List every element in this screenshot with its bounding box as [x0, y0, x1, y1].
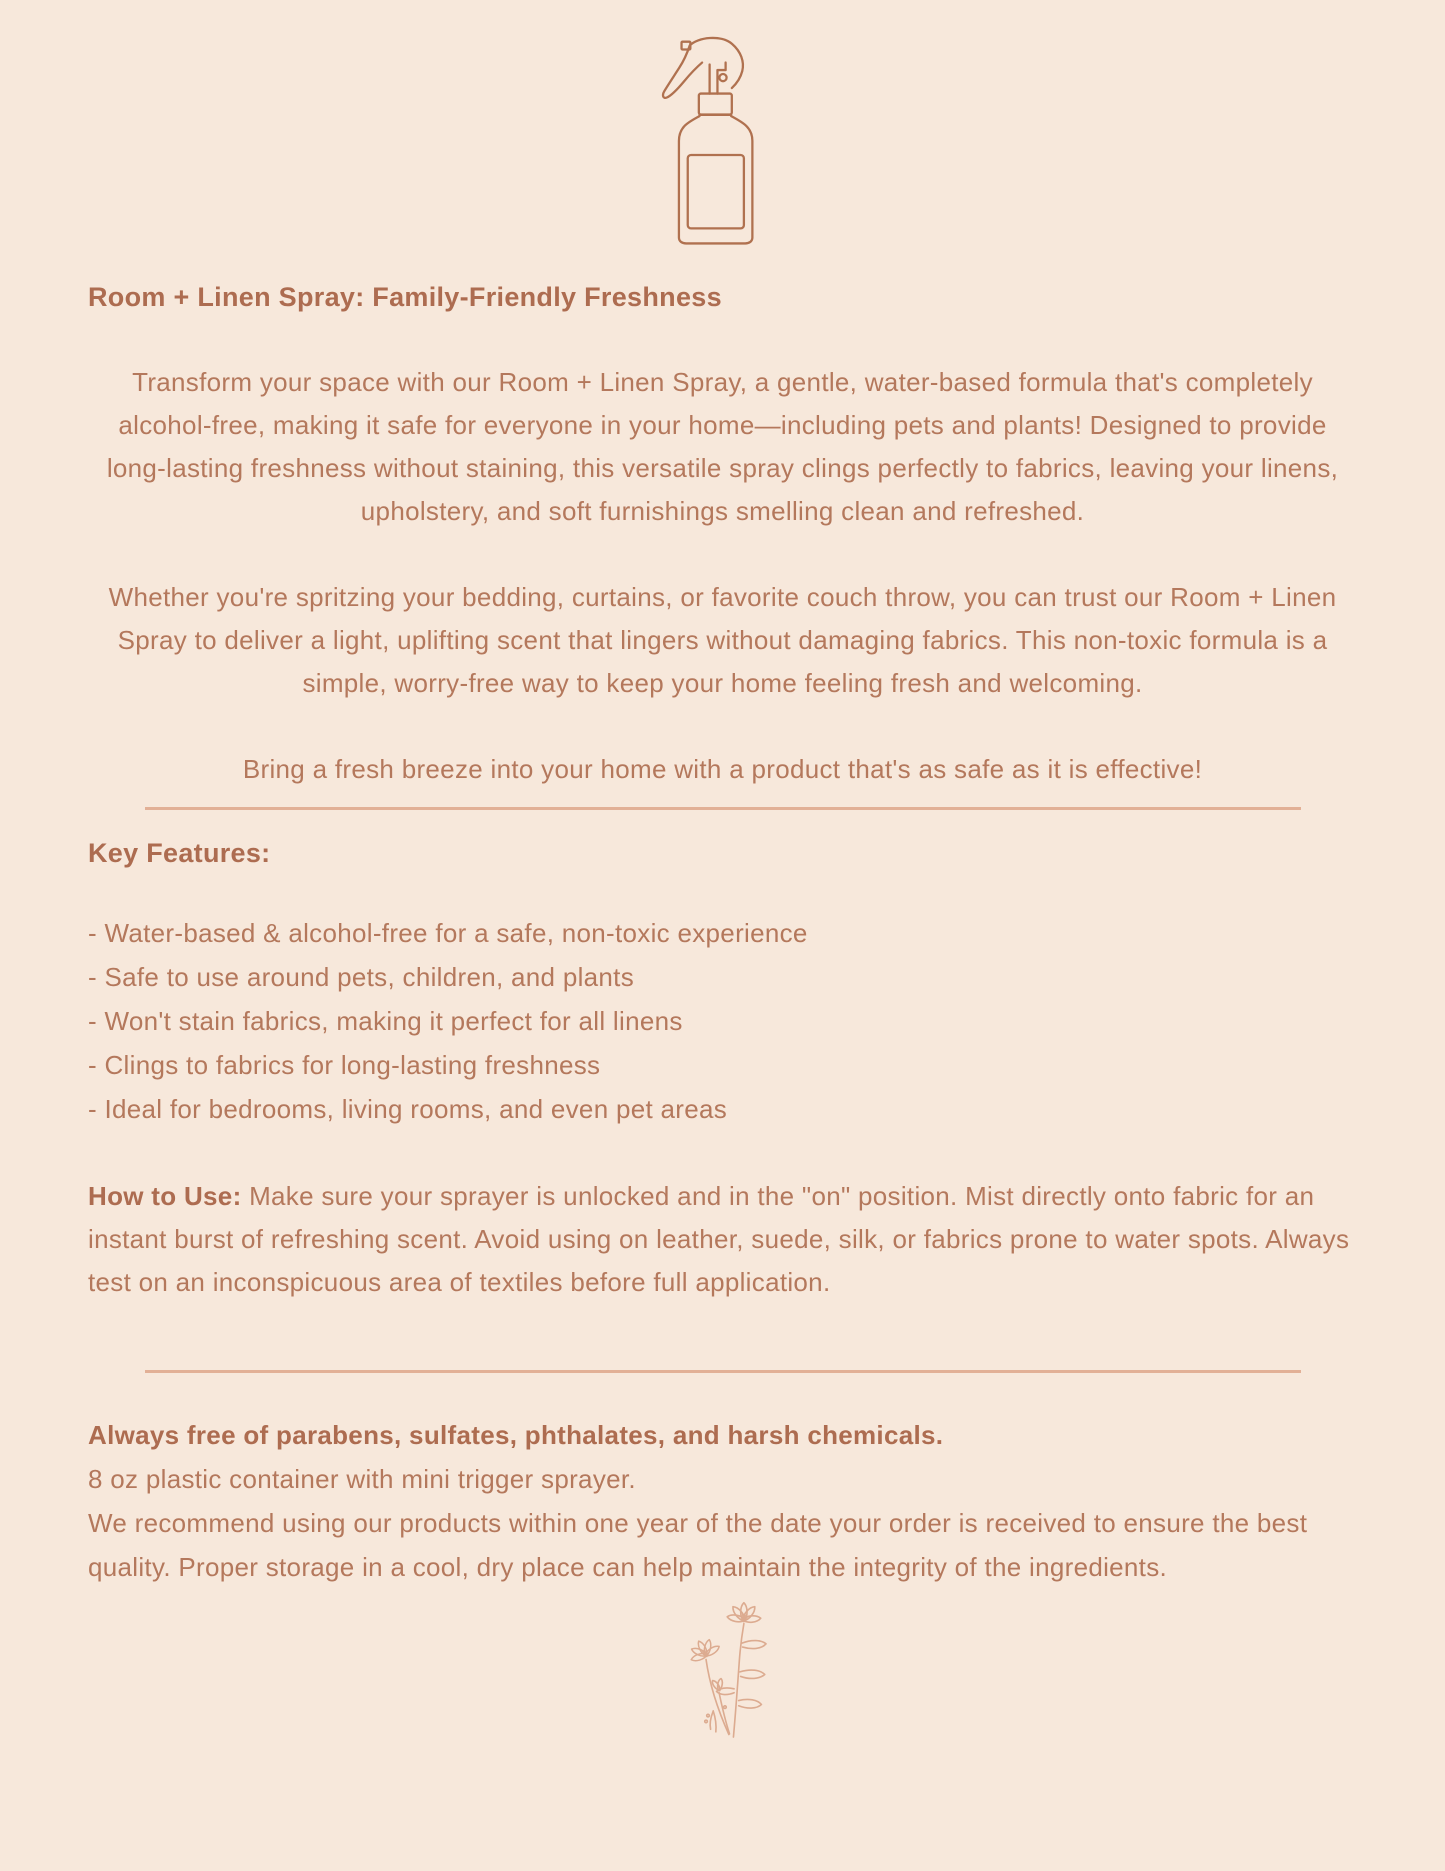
spray-bottle-icon	[615, 26, 831, 248]
feature-item: - Won't stain fabrics, making it perfect for all linens	[88, 1006, 683, 1036]
feature-item: - Safe to use around pets, children, and plants	[88, 962, 634, 992]
footer-container-line: 8 oz plastic container with mini trigger sprayer.	[88, 1464, 636, 1494]
feature-item: - Water-based & alcohol-free for a safe, non-toxic experience	[88, 918, 808, 948]
how-to-use-label: How to Use:	[88, 1181, 242, 1211]
intro-paragraph-1: Transform your space with our Room + Linen Spray, a gentle, water-based formula that's completely alcohol-free, making it safe for everyone in your home—including pets and plants! Designed to provide long-lasting freshness without staining, this versatile spray clings perfectly to fabrics, leaving your linens, upholstery, and soft furnishings smelling clean and refreshed.	[106, 367, 1339, 526]
feature-item: - Ideal for bedrooms, living rooms, and even pet areas	[88, 1094, 728, 1124]
intro-paragraph-3: Bring a fresh breeze into your home with a product that's as safe as it is effective!	[242, 754, 1203, 784]
footer-illustration	[0, 1591, 1445, 1743]
how-to-use-text: Make sure your sprayer is unlocked and in the "on" position. Mist directly onto fabric for an instant burst of refreshing scent. Avoid using on leather, suede, silk, or fabrics prone to water spots. Always test on an inconspicuous area of textiles before full application.	[88, 1181, 1350, 1297]
footer-free-of-line: Always free of parabens, sulfates, phthalates, and harsh chemicals.	[88, 1420, 944, 1450]
header-illustration	[0, 0, 1445, 248]
divider-bottom	[145, 1370, 1301, 1373]
footer-section	[88, 1413, 1357, 1589]
how-to-use-paragraph	[88, 1175, 1357, 1304]
intro-paragraph-2: Whether you're spritzing your bedding, curtains, or favorite couch throw, you can trust our Room + Linen Spray to deliver a light, uplifting scent that lingers without damaging fabrics. This non-toxic formula is a simple, worry-free way to keep your home feeling fresh and welcoming.	[108, 582, 1337, 698]
flower-icon	[664, 1591, 782, 1741]
feature-item: - Clings to fabrics for long-lasting freshness	[88, 1050, 601, 1080]
divider-top	[145, 807, 1301, 810]
key-features-heading: Key Features:	[88, 838, 271, 868]
footer-shelf-life-line: We recommend using our products within one year of the date your order is received to ensure the best quality. Proper storage in a cool, dry place can help maintain the integrity of the ingredients.	[88, 1508, 1308, 1582]
key-features-list	[88, 911, 1357, 1131]
page-title: Room + Linen Spray: Family-Friendly Freshness	[88, 282, 722, 312]
intro-section	[0, 361, 1445, 791]
